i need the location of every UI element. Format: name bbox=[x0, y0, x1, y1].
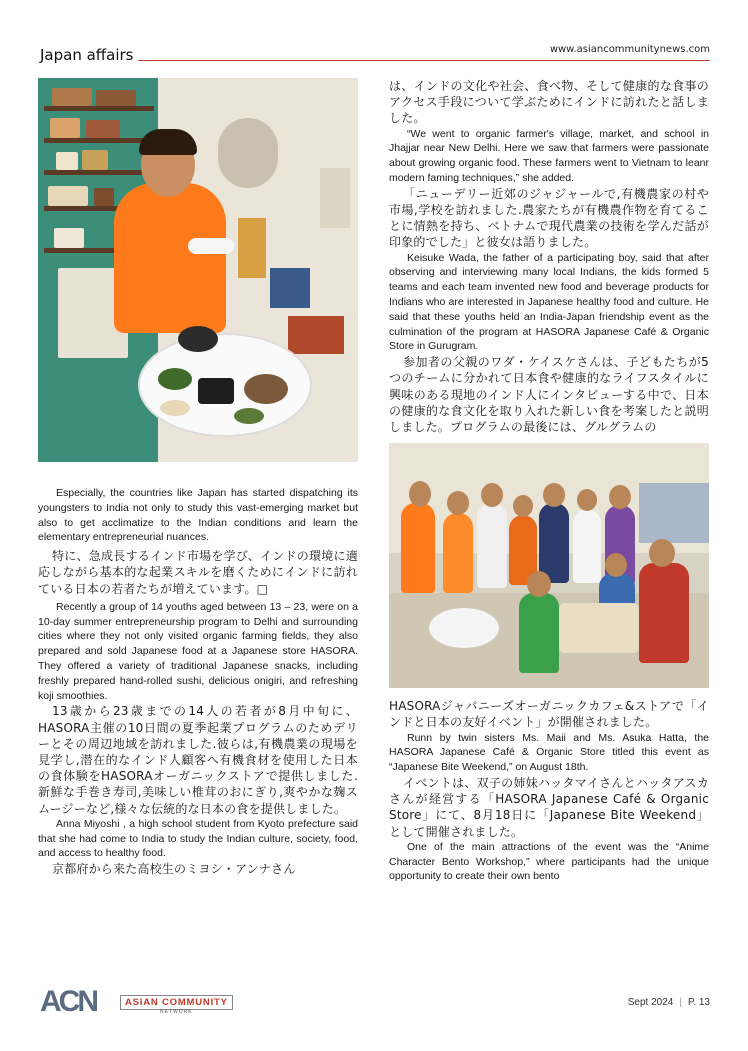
page-info bbox=[628, 997, 710, 1008]
paragraph-en-3: Anna Miyoshi , a high school student from Kyoto prefecture said that she had come to India to study the Indian culture, society, food, and access to healthy food. bbox=[38, 817, 358, 860]
photo-boy-serving-food bbox=[38, 78, 358, 462]
paragraph-jp-3: 京都府から来た高校生のミヨシ・アンナさん bbox=[52, 862, 296, 877]
paragraph-jp-6: イベントは、双子の姉妹ハッタマイさんとハッタアスカさんが経営する「HASORA Japanese Café & Organic Store」にて、8月18日に「Japanese Bite Weekend」として開催されました。 bbox=[389, 776, 709, 839]
photo-group-event bbox=[389, 443, 709, 688]
header-rule bbox=[138, 60, 710, 61]
paragraph-en-5: Keisuke Wada, the father of a participating boy, said that after observing and interviewing many local Indians, the kids formed 5 teams and each team invented new food and beverage products for Indians who are interested in Japanese healthy food and culture. He said that these youths held an India-Japan friendship event as the culmination of the program at HASORA Japanese Café & Organic Store in Gurugram. bbox=[389, 251, 709, 353]
logo-subtitle: NETWORK bbox=[160, 1009, 193, 1015]
logo-mark-text: ACN bbox=[40, 985, 96, 1018]
paragraph-jp-1: 特に、急成長するインド市場を学び、インドの環境に適応しながら基本的な起業スキルを磨くためにインドに訪れている日本の若者たちが増えています。□ bbox=[38, 549, 358, 596]
paragraph-en-7: One of the main attractions of the event was the “Anime Character Bento Workshop,” where participants had the unique opportunity to create their own bento bbox=[389, 840, 709, 883]
paragraph-en-2: Recently a group of 14 youths aged between 13 – 23, were on a 10-day summer entrepreneurship program to Delhi and surrounding cities where they not only visited organic farming fields, they also prepared and sold Japanese food at a Japanese store HASORA. They offered a variety of traditional Japanese snacks, including freshly prepared hand-rolled sushi, delicious onigiri, and refreshing koji smoothies. bbox=[38, 600, 358, 702]
paragraph-en-4: “We went to organic farmer's village, market, and school in Jhajjar near New Delhi. Here we saw that farmers were passionate about growing organic food. These farmers went to Vietnam to leanr modern faming techniques,” she added. bbox=[389, 127, 709, 184]
paragraph-en-6: Runn by twin sisters Ms. Maii and Ms. Asuka Hatta, the HASORA Japanese Café & Organic Store titled this event as “Japanese Bite Weekend,” on August 18th. bbox=[389, 731, 709, 774]
right-column bbox=[389, 78, 709, 884]
left-column bbox=[38, 78, 358, 877]
logo-name: ASIAN COMMUNITY bbox=[120, 995, 233, 1010]
page-footer bbox=[40, 985, 710, 1019]
page-number: P. 13 bbox=[687, 997, 710, 1008]
page-header bbox=[40, 44, 710, 70]
paragraph-jp-2: 13歳から23歳までの14人の若者が8月中旬に、HASORA主催の10日間の夏季起業プログラムのためデリーとその周辺地域を訪れました.彼らは,有機農業の現場を見学し,潜在的なインド人顧客へ有機食材を使用した日本の食体験をHASORAオーガニックストアで提供しました.新鮮な手巻き寿司,美味しい椎茸のおにぎり,爽やかな麹スムージーなど,様々な伝統的な日本の食を提供しました。 bbox=[38, 704, 358, 816]
paragraph-jp-5: 参加者の父親のワダ・ケイスケさんは、子どもたちが5つのチームに分かれて日本食や健康的なライフスタイルに興味のある現地のインド人にインタビューする中で、日本の健康的な食文化を取り入れた新しい食を考案したと説明しました。プログラムの最後には、グルグラムの bbox=[389, 355, 709, 434]
paragraph-en-1: Especially, the countries like Japan has started dispatching its youngsters to India not only to study this vast-emerging market but also to get acclimatize to the Indian conditions and learn the elementary entrepreneurial nuances. bbox=[38, 487, 358, 544]
section-title: Japan affairs bbox=[40, 46, 134, 64]
separator: | bbox=[679, 997, 682, 1008]
paragraph-jp-3-continued: は、インドの文化や社会、食べ物、そして健康的な食事のアクセス手段について学ぶためにインドに訪れたと話しました。 bbox=[389, 79, 709, 126]
acn-logo bbox=[40, 985, 120, 1018]
paragraph-jp-4: 「ニューデリー近郊のジャジャールで,有機農家の村や市場,学校を訪れました.農家たちが有機農作物を育てることに情熱を持ち、ベトナムで現代農業の技術を学んだ話が印象的でした」と彼女は語りました。 bbox=[389, 186, 709, 250]
site-url[interactable]: www.asiancommunitynews.com bbox=[549, 44, 710, 55]
issue-date: Sept 2024 bbox=[627, 997, 674, 1008]
paragraph-jp-5-continued: HASORAジャパニーズオーガニックカフェ&ストアで「インドと日本の友好イベント」が開催されました。 bbox=[389, 699, 709, 730]
